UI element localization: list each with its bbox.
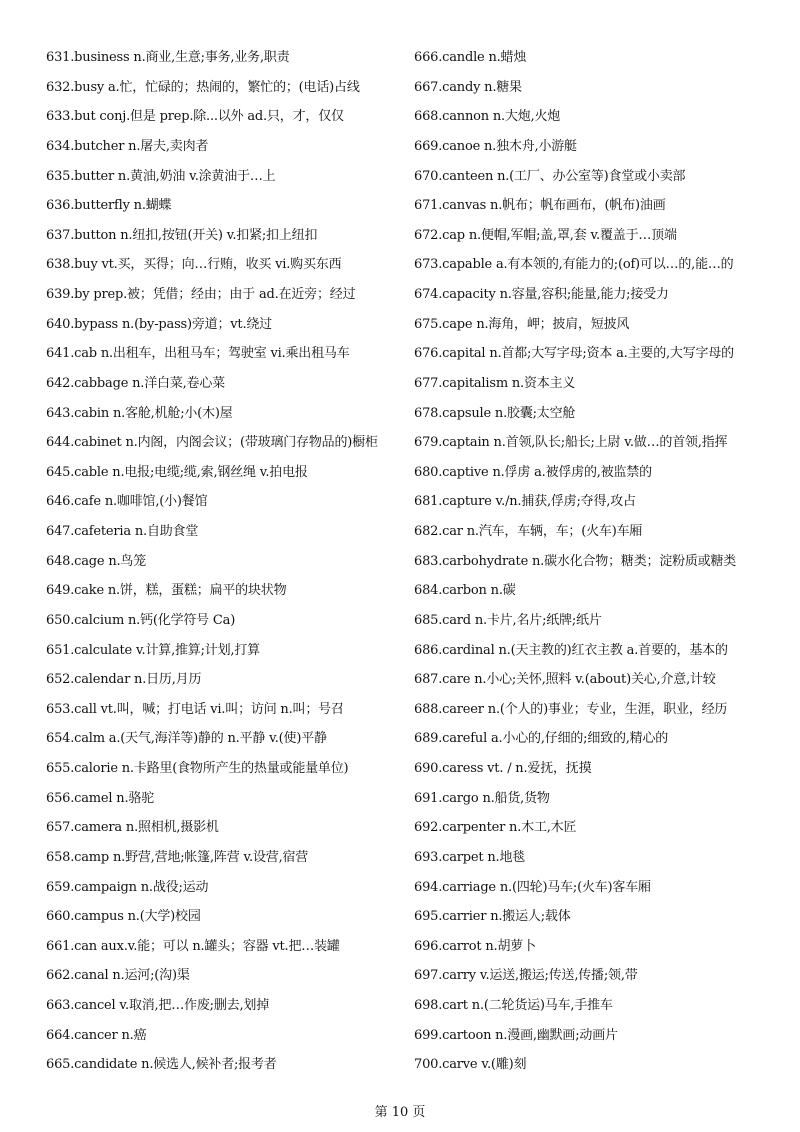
vocab-entry: 686.cardinal n.(天主教的)红衣主教 a.首要的，基本的	[414, 642, 728, 658]
vocab-entry: 691.cargo n.船货,货物	[414, 790, 550, 806]
vocab-entry: 655.calorie n.卡路里(食物所产生的热量或能量单位)	[46, 761, 349, 776]
vocab-entry: 654.calm a.(天气,海洋等)静的 n.平静 v.(使)平静	[46, 731, 327, 747]
vocab-entry: 688.career n.(个人的)事业；专业，生涯，职业，经历	[414, 701, 728, 717]
vocab-entry: 637.button n.纽扣,按钮(开关) v.扣紧;扣上纽扣	[46, 227, 318, 243]
vocab-entry: 632.busy a.忙，忙碌的；热闹的，繁忙的；(电话)占线	[46, 79, 360, 95]
left-column	[46, 43, 406, 1080]
vocab-entry: 633.but conj.但是 prep.除...以外 ad.只，才，仅仅	[46, 109, 344, 125]
vocab-entry: 660.campus n.(大学)校园	[46, 909, 201, 925]
vocab-entry: 647.cafeteria n.自助食堂	[46, 524, 199, 539]
vocab-entry: 698.cart n.(二轮货运)马车,手推车	[414, 998, 613, 1013]
vocab-entry: 641.cab n.出租车，出租马车；驾驶室 vi.乘出租马车	[46, 346, 350, 362]
vocab-entry: 644.cabinet n.内阁，内阁会议；(带玻璃门存物品的)橱柜	[46, 435, 378, 451]
vocab-entry: 658.camp n.野营,营地;帐篷,阵营 v.设营,宿营	[46, 849, 309, 865]
vocab-entry: 665.candidate n.候选人,候补者;报考者	[46, 1057, 277, 1073]
vocab-entry: 636.butterfly n.蝴蝶	[46, 198, 172, 214]
vocab-entry: 634.butcher n.屠夫,卖肉者	[46, 138, 209, 154]
vocab-entry: 692.carpenter n.木工,木匠	[414, 820, 577, 836]
vocab-entry: 643.cabin n.客舱,机舱;小(木)屋	[46, 405, 233, 421]
vocab-entry: 648.cage n.鸟笼	[46, 553, 147, 569]
vocab-entry: 676.capital n.首都;大写字母;资本 a.主要的,大写字母的	[414, 346, 734, 362]
vocab-entry: 672.cap n.便帽,军帽;盖,罩,套 v.覆盖于…顶端	[414, 227, 677, 243]
vocab-entry: 684.carbon n.碳	[414, 583, 516, 599]
vocab-entry: 668.cannon n.大炮,火炮	[414, 109, 561, 125]
right-column	[414, 43, 784, 1080]
vocab-entry: 699.cartoon n.漫画,幽默画;动画片	[414, 1027, 618, 1043]
vocab-entry: 638.buy vt.买，买得；向…行贿，收买 vi.购买东西	[46, 257, 342, 273]
vocab-entry: 695.carrier n.搬运人;载体	[414, 909, 571, 925]
vocab-entry: 635.butter n.黄油,奶油 v.涂黄油于…上	[46, 168, 276, 184]
vocab-entry: 646.cafe n.咖啡馆,(小)餐馆	[46, 494, 208, 510]
vocab-entry: 693.carpet n.地毯	[414, 849, 526, 865]
vocab-entry: 677.capitalism n.资本主义	[414, 375, 576, 391]
vocab-entry: 662.canal n.运河;(沟)渠	[46, 968, 190, 984]
vocab-entry: 675.cape n.海角，岬；披肩，短披风	[414, 316, 630, 332]
vocab-entry: 631.business n.商业,生意;事务,业务,职责	[46, 50, 290, 65]
page-number: 第 10 页	[374, 1105, 426, 1120]
vocab-entry: 663.cancel v.取消,把…作废;删去,划掉	[46, 998, 269, 1013]
vocab-entry: 664.cancer n.癌	[46, 1027, 147, 1043]
vocab-entry: 666.candle n.蜡烛	[414, 50, 527, 65]
vocab-entry: 679.captain n.首领,队长;船长;上尉 v.做…的首领,指挥	[414, 435, 728, 451]
vocab-entry: 696.carrot n.胡萝卜	[414, 938, 536, 954]
vocab-entry: 669.canoe n.独木舟,小游艇	[414, 138, 577, 154]
vocab-entry: 678.capsule n.胶囊;太空舱	[414, 405, 576, 421]
vocab-entry: 685.card n.卡片,名片;纸牌;纸片	[414, 612, 602, 628]
vocab-entry: 687.care n.小心;关怀,照料 v.(about)关心,介意,计较	[414, 672, 716, 688]
vocab-entry: 653.call vt.叫，喊；打电话 vi.叫；访问 n.叫；号召	[46, 701, 344, 717]
vocab-entry: 690.caress vt. / n.爱抚，抚摸	[414, 761, 592, 776]
vocab-entry: 674.capacity n.容量,容积;能量,能力;接受力	[414, 287, 669, 302]
vocab-entry: 667.candy n.糖果	[414, 79, 522, 95]
vocab-entry: 650.calcium n.钙(化学符号 Ca)	[46, 612, 236, 628]
vocab-entry: 689.careful a.小心的,仔细的;细致的,精心的	[414, 731, 669, 747]
vocab-entry: 673.capable a.有本领的,有能力的;(of)可以…的,能…的	[414, 257, 734, 273]
vocab-entry: 656.camel n.骆驼	[46, 790, 154, 806]
vocab-entry: 682.car n.汽车，车辆，车；(火车)车厢	[414, 524, 643, 539]
vocab-entry: 657.camera n.照相机,摄影机	[46, 820, 219, 836]
vocab-entry: 642.cabbage n.洋白菜,卷心菜	[46, 375, 225, 391]
vocab-entry: 640.bypass n.(by-pass)旁道；vt.绕过	[46, 316, 272, 332]
vocab-entry: 639.by prep.被；凭借；经由；由于 ad.在近旁；经过	[46, 287, 356, 302]
vocab-entry: 694.carriage n.(四轮)马车;(火车)客车厢	[414, 879, 651, 895]
vocab-entry: 697.carry v.运送,搬运;传送,传播;领,带	[414, 968, 638, 984]
vocab-entry: 652.calendar n.日历,月历	[46, 672, 202, 688]
vocab-entry: 681.capture v./n.捕获,俘虏;夺得,攻占	[414, 494, 636, 510]
vocab-entry: 659.campaign n.战役;运动	[46, 879, 209, 895]
vocab-entry: 645.cable n.电报;电缆;缆,索,钢丝绳 v.拍电报	[46, 464, 308, 480]
vocab-entry: 671.canvas n.帆布；帆布画布，(帆布)油画	[414, 198, 666, 214]
vocab-entry: 661.can aux.v.能；可以 n.罐头；容器 vt.把…装罐	[46, 938, 340, 954]
vocab-entry: 649.cake n.饼，糕，蛋糕；扁平的块状物	[46, 583, 287, 599]
vocab-entry: 670.canteen n.(工厂、办公室等)食堂或小卖部	[414, 168, 686, 184]
vocab-entry: 680.captive n.俘虏 a.被俘虏的,被监禁的	[414, 464, 652, 480]
vocab-entry: 651.calculate v.计算,推算;计划,打算	[46, 642, 260, 658]
vocab-entry: 683.carbohydrate n.碳水化合物；糖类；淀粉质或糖类	[414, 553, 737, 569]
vocab-entry: 700.carve v.(雕)刻	[414, 1057, 527, 1073]
